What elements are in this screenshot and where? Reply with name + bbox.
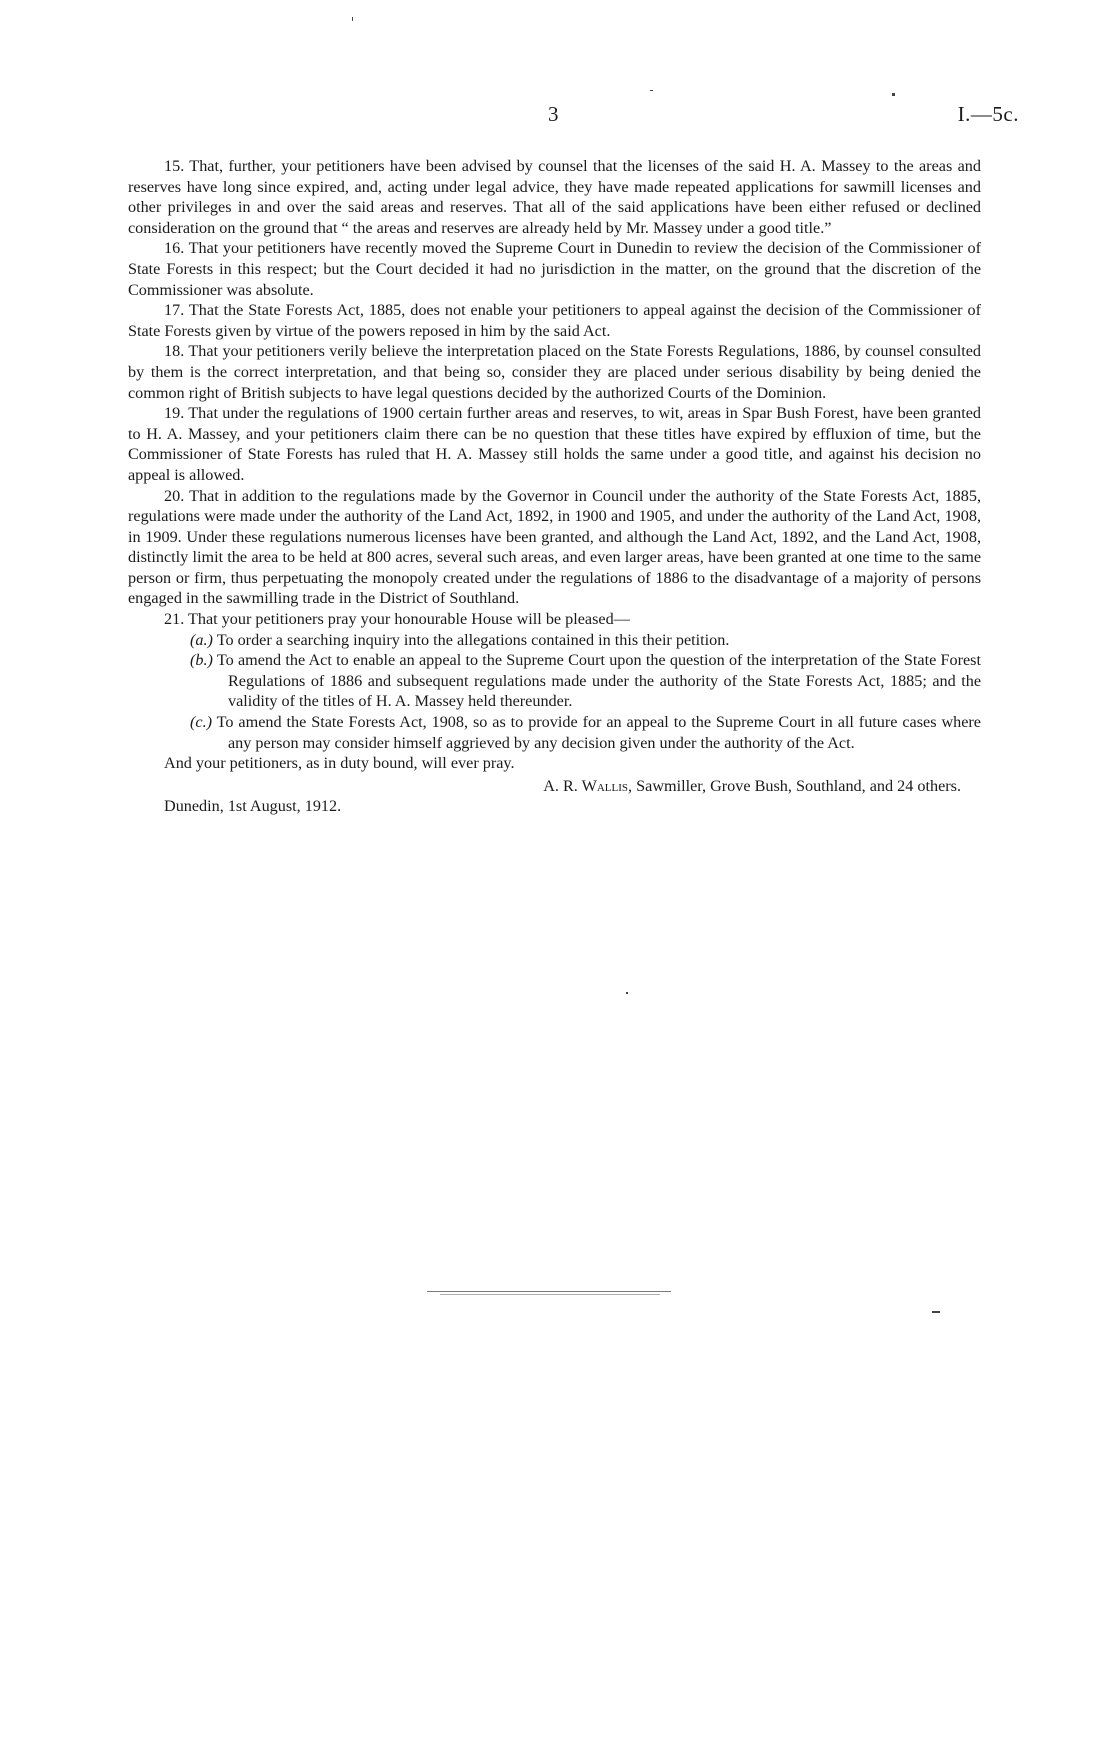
scan-speck [626, 992, 628, 994]
prayer-item-c [190, 712, 981, 753]
scan-speck [932, 1311, 940, 1313]
prayer-item-a [190, 630, 981, 651]
prayer-item-b [190, 650, 981, 712]
signatory-details: , Sawmiller, Grove Bush, Southland, and 24 others. [628, 776, 961, 795]
end-rule-shadow [440, 1294, 660, 1295]
paragraph-16: 16. That your petitioners have recently moved the Supreme Court in Dunedin to review the decision of the Commissioner of State Forests in this respect; but the Court decided it had no jurisdiction in the matter, on the ground that the discretion of the Commissioner was absolute. [128, 239, 981, 299]
date-line: Dunedin, 1st August, 1912. [164, 797, 342, 816]
prayer-text: To amend the Act to enable an appeal to the Supreme Court upon the question of the interpretation of the State Forest Regulations of 1886 and subsequent regulations made under the authority of the State Forests Act, 1885; and the validity of the titles of H. A. Massey held thereunder. [216, 651, 981, 711]
paragraph-17: 17. That the State Forests Act, 1885, does not enable your petitioners to appeal against the decision of the Commissioner of State Forests given by virtue of the powers reposed in him by the said Act. [128, 301, 981, 340]
paragraph-19: 19. That under the regulations of 1900 certain further areas and reserves, to wit, areas in Spar Bush Forest, have been granted to H. A. Massey, and your petitioners claim there can be no question that these titles have expired by effluxion of time, but the Commissioner of State Forests has ruled that H. A. Massey still holds the same under a good title, and against his decision no appeal is allowed. [128, 404, 981, 484]
paragraph-21: 21. That your petitioners pray your honourable House will be pleased— [164, 610, 630, 629]
page-header [0, 102, 1114, 132]
prayer-marker: (c.) [190, 713, 213, 732]
scan-speck [352, 17, 353, 21]
page-number: 3 [548, 102, 559, 126]
prayer-marker: (a.) [190, 630, 213, 649]
signature-line [128, 776, 981, 797]
prayer-text: To order a searching inquiry into the allegations contained in this their petition. [216, 630, 730, 649]
scan-speck [892, 93, 895, 96]
petition-body [128, 156, 981, 817]
paragraph-20: 20. That in addition to the regulations made by the Governor in Council under the authority of the State Forests Act, 1885, regulations were made under the authority of the Land Act, 1892, in 1900 and 1905, and under the authority of the Land Act, 1908, in 1909. Under these regulations numerous licenses have been granted, and although the Land Act, 1892, and the Land Act, 1908, distinctly limit the area to be held at 800 acres, several such areas, and even larger areas, have been granted at one time to the same person or firm, thus perpetuating the monopoly created under the regulations of 1886 to the disadvantage of a majority of persons engaged in the sawmilling trade in the District of Southland. [128, 486, 981, 608]
prayer-text: To amend the State Forests Act, 1908, so as to provide for an appeal to the Supreme Court in all future cases where any person may consider himself aggrieved by any decision given under the authority of the Act. [216, 713, 981, 752]
signatory-name: A. R. Wallis [543, 776, 629, 795]
paragraph-15: 15. That, further, your petitioners have been advised by counsel that the licenses of the said H. A. Massey to the areas and reserves have long since expired, and, acting under legal advice, they have made repeated applications for sawmill licenses and other privileges in and over the said areas and reserves. That all of the said applications have been either refused or declined consideration on the ground that “ the areas and reserves are already held by Mr. Massey under a good title.” [128, 157, 981, 237]
document-reference: I.—5c. [957, 102, 1019, 126]
scan-speck [650, 90, 653, 91]
closing-line: And your petitioners, as in duty bound, will ever pray. [164, 754, 515, 773]
end-rule [427, 1291, 671, 1292]
paragraph-18: 18. That your petitioners verily believe the interpretation placed on the State Forests Regulations, 1886, by counsel consulted by them is the correct interpretation, and that being so, consider they are placed under serious disability by being denied the common right of British subjects to have legal questions decided by the authorized Courts of the Dominion. [128, 342, 981, 402]
prayer-list [128, 630, 981, 754]
prayer-marker: (b.) [190, 651, 213, 670]
